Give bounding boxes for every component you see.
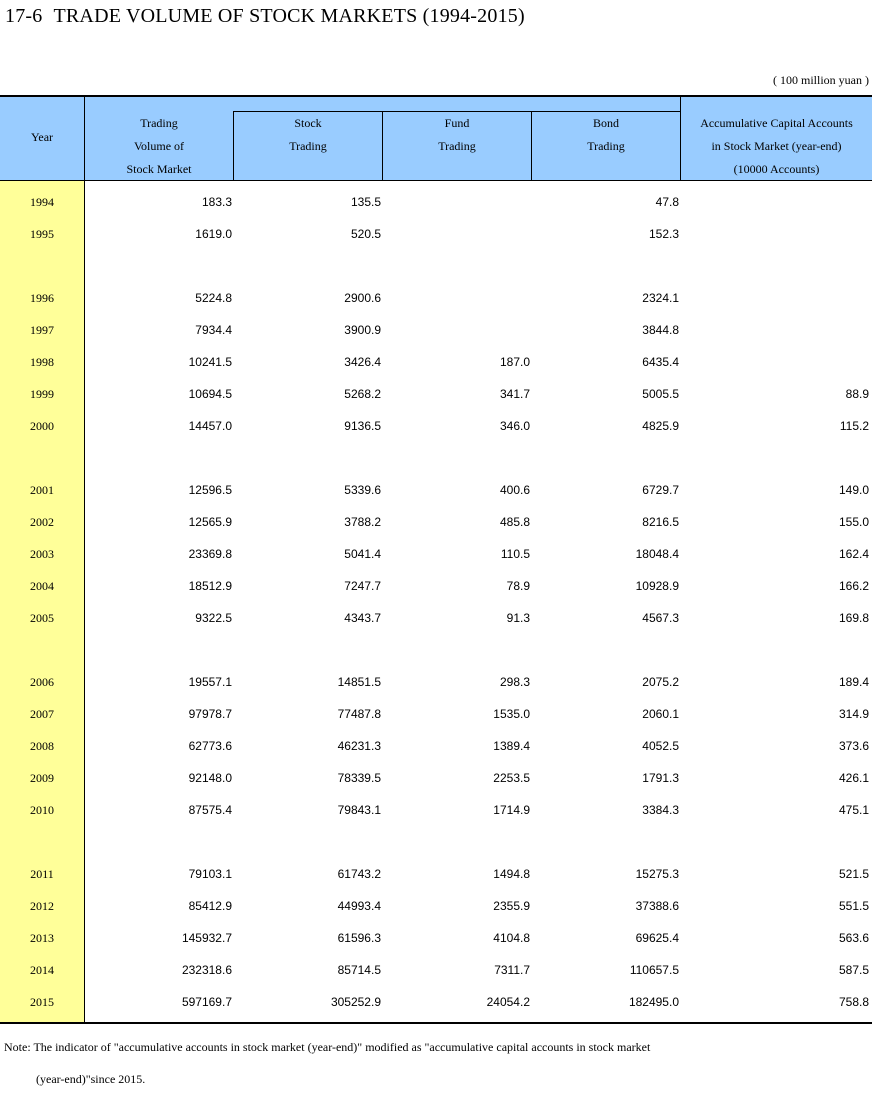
header-fund-trading: Fund Trading [438,116,476,153]
cell-total: 12596.5 [188,483,232,497]
header-trading-volume: Trading Volume of Stock Market [126,116,192,176]
header-bottom-rule [0,180,872,181]
cell-bond: 8216.5 [642,515,679,529]
cell-bond: 3384.3 [642,803,679,817]
cell-accounts: 475.1 [838,803,869,817]
cell-bond: 37388.6 [635,899,679,913]
cell-accounts: 88.9 [845,387,869,401]
cell-stock: 61596.3 [337,931,381,945]
table-row [0,603,872,635]
cell-year: 1994 [30,195,54,209]
cell-year: 1999 [30,387,54,401]
cell-year: 2014 [30,963,54,977]
cell-stock: 14851.5 [337,675,381,689]
cell-bond: 1791.3 [642,771,679,785]
cell-total: 23369.8 [188,547,232,561]
table-row [0,987,872,1019]
stock-column-rule [233,111,234,181]
table-row [0,891,872,923]
cell-accounts: 521.5 [838,867,869,881]
table-row [0,795,872,827]
table-row [0,283,872,315]
cell-total: 597169.7 [181,995,232,1009]
cell-stock: 3426.4 [344,355,381,369]
table-row [0,731,872,763]
cell-total: 1619.0 [195,227,232,241]
cell-stock: 9136.5 [344,419,381,433]
cell-accounts: 166.2 [838,579,869,593]
table-row [0,699,872,731]
cell-stock: 4343.7 [344,611,381,625]
header-sub-rule [233,111,681,112]
cell-fund: 2355.9 [493,899,530,913]
cell-fund: 485.8 [499,515,530,529]
cell-year: 1995 [30,227,54,241]
table-row [0,859,872,891]
cell-year: 2005 [30,611,54,625]
cell-bond: 10928.9 [635,579,679,593]
cell-year: 2008 [30,739,54,753]
table-row [0,475,872,507]
cell-total: 9322.5 [195,611,232,625]
cell-bond: 2324.1 [642,291,679,305]
cell-total: 87575.4 [188,803,232,817]
cell-bond: 18048.4 [635,547,679,561]
cell-fund: 1535.0 [493,707,530,721]
cell-fund: 2253.5 [493,771,530,785]
table-row [0,763,872,795]
cell-total: 232318.6 [181,963,232,977]
header-accumulative-accounts: Accumulative Capital Accounts in Stock Market (year-end) (10000 Accounts) [700,116,853,176]
cell-stock: 44993.4 [337,899,381,913]
cell-year: 1996 [30,291,54,305]
cell-accounts: 169.8 [838,611,869,625]
table-title: TRADE VOLUME OF STOCK MARKETS (1994-2015) [53,5,525,27]
table-bottom-rule [0,1022,872,1024]
table-row [0,667,872,699]
cell-accounts: 373.6 [838,739,869,753]
cell-year: 1997 [30,323,54,337]
cell-total: 92148.0 [188,771,232,785]
cell-bond: 4825.9 [642,419,679,433]
table-row [0,411,872,443]
cell-bond: 4567.3 [642,611,679,625]
cell-stock: 305252.9 [330,995,381,1009]
cell-stock: 7247.7 [344,579,381,593]
cell-year: 2003 [30,547,54,561]
cell-year: 2006 [30,675,54,689]
cell-bond: 69625.4 [635,931,679,945]
cell-bond: 152.3 [648,227,679,241]
cell-year: 2002 [30,515,54,529]
cell-bond: 110657.5 [629,963,679,977]
cell-accounts: 115.2 [839,419,869,433]
cell-total: 12565.9 [188,515,232,529]
cell-total: 5224.8 [195,291,232,305]
cell-bond: 182495.0 [628,995,679,1009]
cell-stock: 3900.9 [344,323,381,337]
cell-year: 2000 [30,419,54,433]
footnote-line-2: (year-end)"since 2015. [36,1072,146,1086]
cell-fund: 4104.8 [493,931,530,945]
cell-total: 79103.1 [188,867,232,881]
bond-column-rule [531,111,532,181]
cell-accounts: 149.0 [838,483,869,497]
cell-accounts: 758.8 [838,995,869,1009]
cell-accounts: 162.4 [838,547,869,561]
cell-accounts: 155.0 [838,515,869,529]
cell-stock: 46231.3 [337,739,381,753]
table-row [0,379,872,411]
cell-year: 1998 [30,355,54,369]
cell-bond: 5005.5 [642,387,679,401]
cell-stock: 77487.8 [337,707,381,721]
cell-total: 14457.0 [188,419,232,433]
cell-bond: 4052.5 [642,739,679,753]
table-row [0,219,872,251]
header-year: Year [30,130,54,144]
cell-fund: 400.6 [499,483,530,497]
cell-year: 2001 [30,483,54,497]
cell-fund: 78.9 [506,579,530,593]
table-row [0,315,872,347]
cell-total: 19557.1 [188,675,232,689]
cell-stock: 85714.5 [337,963,381,977]
cell-accounts: 314.9 [838,707,869,721]
cell-year: 2007 [30,707,54,721]
cell-total: 97978.7 [188,707,232,721]
cell-total: 10241.5 [188,355,232,369]
cell-year: 2013 [30,931,54,945]
cell-accounts: 426.1 [838,771,869,785]
page-title [5,5,525,28]
cell-fund: 24054.2 [486,995,530,1009]
cell-stock: 61743.2 [337,867,381,881]
cell-stock: 5339.6 [344,483,381,497]
cell-year: 2011 [30,867,54,881]
cell-total: 10694.5 [188,387,232,401]
cell-fund: 1389.4 [493,739,530,753]
cell-stock: 3788.2 [344,515,381,529]
cell-fund: 346.0 [499,419,530,433]
cell-accounts: 189.4 [838,675,869,689]
cell-total: 18512.9 [188,579,232,593]
unit-label: ( 100 million yuan ) [773,73,869,87]
cell-total: 7934.4 [195,323,232,337]
table-row [0,507,872,539]
cell-total: 85412.9 [188,899,232,913]
cell-stock: 520.5 [350,227,381,241]
cell-total: 183.3 [201,195,232,209]
cell-stock: 5268.2 [344,387,381,401]
table-row [0,571,872,603]
table-row [0,347,872,379]
cell-bond: 3844.8 [642,323,679,337]
cell-year: 2012 [30,899,54,913]
cell-bond: 2075.2 [642,675,679,689]
cell-accounts: 551.5 [838,899,869,913]
cell-bond: 6729.7 [642,483,679,497]
cell-year: 2010 [30,803,54,817]
cell-stock: 2900.6 [344,291,381,305]
cell-stock: 5041.4 [344,547,381,561]
cell-stock: 79843.1 [337,803,381,817]
fund-column-rule [382,111,383,181]
table-row [0,955,872,987]
cell-bond: 2060.1 [642,707,679,721]
header-stock-trading: Stock Trading [289,116,327,153]
cell-year: 2009 [30,771,54,785]
table-row [0,539,872,571]
cell-fund: 341.7 [499,387,530,401]
cell-stock: 135.5 [350,195,381,209]
accounts-column-rule [680,96,681,181]
cell-total: 62773.6 [188,739,232,753]
table-row [0,187,872,219]
table-number: 17-6 [5,5,43,27]
cell-stock: 78339.5 [337,771,381,785]
header-bond-trading: Bond Trading [587,116,625,153]
cell-bond: 6435.4 [642,355,679,369]
footnote-line-1: Note: The indicator of "accumulative accounts in stock market (year-end)" modified as "accumulative capital accounts in stock market [4,1040,651,1054]
cell-fund: 7311.7 [494,963,530,977]
table-row [0,923,872,955]
cell-fund: 187.0 [499,355,530,369]
cell-year: 2015 [30,995,54,1009]
cell-accounts: 563.6 [838,931,869,945]
cell-total: 145932.7 [181,931,232,945]
cell-bond: 15275.3 [635,867,679,881]
cell-fund: 298.3 [499,675,530,689]
cell-year: 2004 [30,579,54,593]
cell-fund: 1714.9 [493,803,530,817]
table-top-rule [0,95,872,97]
cell-bond: 47.8 [655,195,679,209]
cell-fund: 91.3 [506,611,530,625]
cell-fund: 110.5 [500,547,530,561]
cell-accounts: 587.5 [838,963,869,977]
cell-fund: 1494.8 [493,867,530,881]
